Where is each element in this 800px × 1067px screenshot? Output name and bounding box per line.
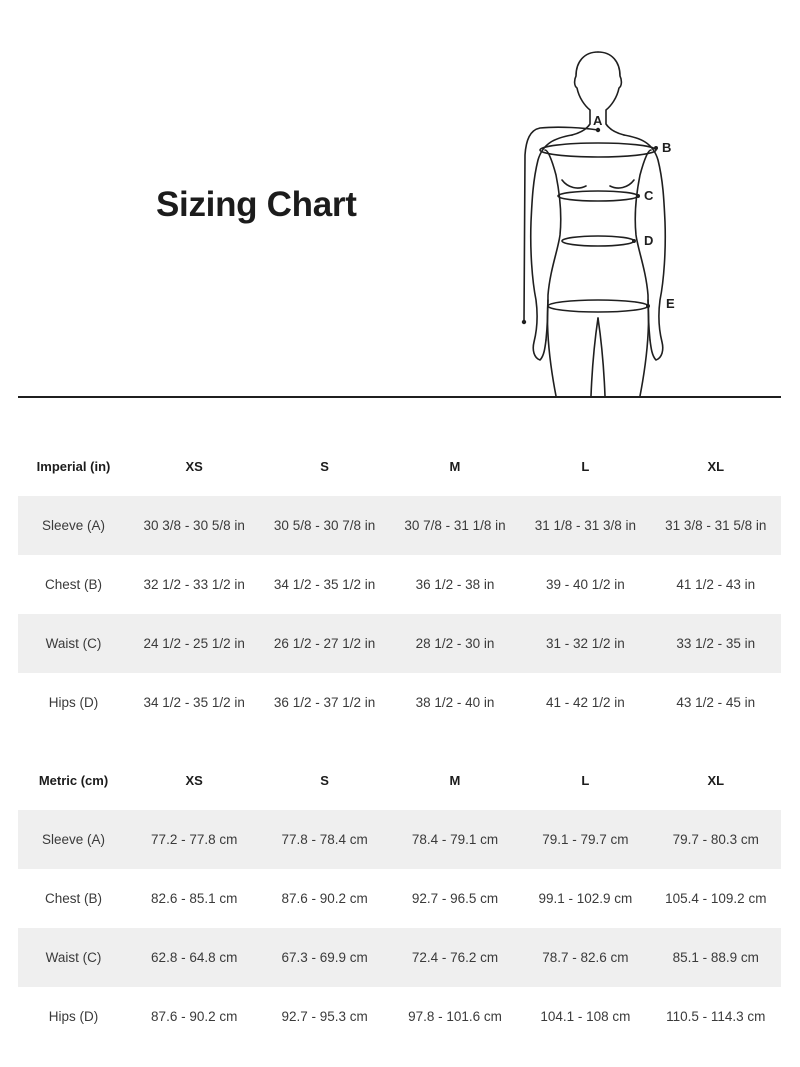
table-cell: 110.5 - 114.3 cm — [666, 1009, 766, 1024]
figure-label-a: A — [593, 113, 603, 128]
table-cell: 92.7 - 95.3 cm — [281, 1009, 368, 1024]
table-row — [18, 928, 781, 987]
table-header-size: XL — [707, 773, 725, 788]
row-label: Chest (B) — [44, 577, 102, 592]
body-measurement-figure — [0, 0, 800, 400]
table-cell: 79.7 - 80.3 cm — [651, 810, 781, 869]
table-header-row — [18, 437, 781, 496]
row-label: Waist (C) — [18, 928, 129, 987]
table-row — [18, 673, 781, 732]
table-cell: 79.1 - 79.7 cm — [520, 810, 650, 869]
figure-label-d: D — [644, 233, 654, 248]
table-header-unit: Imperial (in) — [36, 459, 111, 474]
row-label: Hips (D) — [48, 695, 99, 710]
table-cell: 24 1/2 - 25 1/2 in — [129, 614, 259, 673]
table-header-size: XS — [185, 773, 203, 788]
table-header-unit: Metric (cm) — [38, 773, 109, 788]
table-cell: 105.4 - 109.2 cm — [665, 891, 767, 906]
table-cell: 34 1/2 - 35 1/2 in — [143, 695, 245, 710]
table-row — [18, 987, 781, 1046]
row-label: Chest (B) — [44, 891, 102, 906]
table-cell: 77.8 - 78.4 cm — [259, 810, 389, 869]
table-header-size: S — [320, 773, 329, 788]
table-cell: 99.1 - 102.9 cm — [538, 891, 633, 906]
page-title: Sizing Chart — [156, 185, 357, 224]
divider — [18, 396, 781, 398]
table-cell: 82.6 - 85.1 cm — [151, 891, 238, 906]
table-cell: 72.4 - 76.2 cm — [390, 928, 520, 987]
table-cell: 39 - 40 1/2 in — [545, 577, 625, 592]
table-cell: 85.1 - 88.9 cm — [651, 928, 781, 987]
table-cell: 36 1/2 - 37 1/2 in — [273, 695, 376, 710]
table-cell: 34 1/2 - 35 1/2 in — [273, 577, 376, 592]
table-cell: 41 1/2 - 43 in — [676, 577, 756, 592]
table-row — [18, 869, 781, 928]
table-row — [18, 555, 781, 614]
table-cell: 33 1/2 - 35 in — [651, 614, 781, 673]
table-cell: 30 7/8 - 31 1/8 in — [390, 496, 520, 555]
imperial-size-table — [18, 437, 781, 732]
figure-label-b: B — [662, 140, 672, 155]
table-cell: 30 5/8 - 30 7/8 in — [259, 496, 389, 555]
table-header-row — [18, 751, 781, 810]
table-cell: 104.1 - 108 cm — [540, 1009, 631, 1024]
table-header-size: M — [449, 459, 461, 474]
table-cell: 31 3/8 - 31 5/8 in — [651, 496, 781, 555]
table-cell: 77.2 - 77.8 cm — [129, 810, 259, 869]
table-header-size: L — [581, 773, 590, 788]
table-cell: 31 1/8 - 31 3/8 in — [520, 496, 650, 555]
table-cell: 26 1/2 - 27 1/2 in — [259, 614, 389, 673]
table-cell: 32 1/2 - 33 1/2 in — [143, 577, 245, 592]
table-cell: 97.8 - 101.6 cm — [408, 1009, 502, 1024]
table-cell: 87.6 - 90.2 cm — [281, 891, 368, 906]
row-label: Hips (D) — [48, 1009, 99, 1024]
table-header-size: M — [449, 773, 461, 788]
table-cell: 92.7 - 96.5 cm — [411, 891, 499, 906]
table-cell: 43 1/2 - 45 in — [676, 695, 756, 710]
row-label: Waist (C) — [18, 614, 129, 673]
table-cell: 78.4 - 79.1 cm — [390, 810, 520, 869]
table-header-size: L — [581, 459, 590, 474]
table-cell: 36 1/2 - 38 in — [415, 577, 495, 592]
table-cell: 38 1/2 - 40 in — [415, 695, 495, 710]
table-cell: 62.8 - 64.8 cm — [129, 928, 259, 987]
table-row — [18, 496, 781, 555]
table-header-size: XS — [185, 459, 203, 474]
figure-label-c: C — [644, 188, 654, 203]
table-cell: 28 1/2 - 30 in — [390, 614, 520, 673]
table-row — [18, 614, 781, 673]
table-cell: 87.6 - 90.2 cm — [151, 1009, 238, 1024]
table-cell: 30 3/8 - 30 5/8 in — [129, 496, 259, 555]
table-cell: 67.3 - 69.9 cm — [259, 928, 389, 987]
row-label: Sleeve (A) — [18, 810, 129, 869]
figure-label-e: E — [666, 296, 675, 311]
table-row — [18, 810, 781, 869]
metric-size-table — [18, 751, 781, 1046]
table-header-size: XL — [707, 459, 725, 474]
table-cell: 41 - 42 1/2 in — [545, 695, 625, 710]
table-header-size: S — [320, 459, 329, 474]
row-label: Sleeve (A) — [18, 496, 129, 555]
table-cell: 78.7 - 82.6 cm — [520, 928, 650, 987]
table-cell: 31 - 32 1/2 in — [520, 614, 650, 673]
